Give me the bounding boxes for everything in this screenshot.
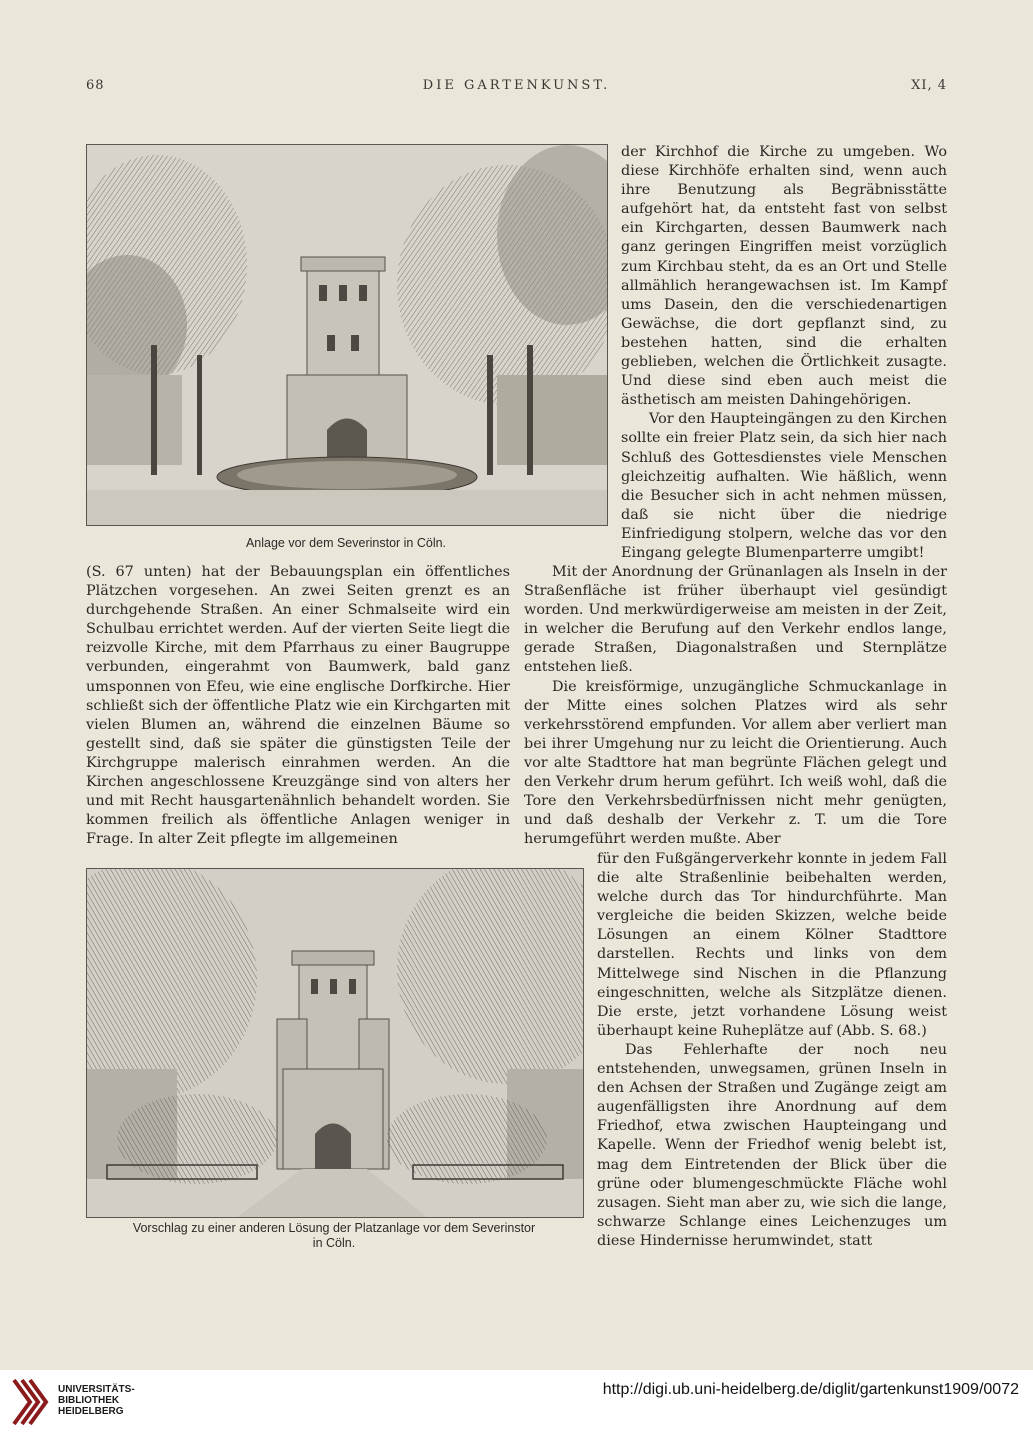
paragraph: Das Fehlerhafte der noch neu entstehenden, unwegsamen, grünen Inseln in den Achsen der Straßen und Zugänge zeigt am augenfälligsten ihre Anordnung auf dem Friedhof, etwa zwischen Haupteingang und Kapelle. Wenn der Friedhof wenig belebt ist, mag dem Eintretenden der Blick über die grüne oder blumengeschmückte Fläche wohl zusagen. Sieht man aber zu, wie sich die lange, schwarze Schlange eines Leichenzuges um diese Hindernisse herumwindet, statt: [597, 1041, 947, 1249]
paragraph: Mit der Anordnung der Grünanlagen als Inseln in der Straßenfläche ist früher überhaupt viel gesündigt worden. Und merkwürdigerweise am meisten in der Zeit, in welcher die Berufung auf den Verkehr endlos lange, gerade Straßen, Diagonalstraßen und Sternplätze entstehen ließ.: [524, 564, 947, 676]
paragraph: der Kirchhof die Kirche zu umgeben. Wo diese Kirchhöfe erhalten sind, wenn auch ihre Benutzung als Begräbnisstätte aufgehört hat, da entsteht fast von selbst ein Kirchgarten, dessen Baumwerk nach ganz geringen Eingriffen meist vorzüglich zum Kirchbau steht, da es an Ort und Stelle allmählich herangewachsen ist. Im Kampf ums Dasein, den die verschiedenartigen Gewächse, die dort gepflanzt sind, zu bestehen hatten, sind die erhalten geblieben, welchen die Örtlichkeit zusagte. Und diese sind eben auch meist die ästhetisch am meisten Dahingehörigen.: [621, 144, 947, 409]
right-column-middle: [524, 563, 947, 849]
library-name: [58, 1384, 135, 1417]
paragraph: für den Fußgängerverkehr konnte in jedem Fall die alte Straßenlinie beibehalten werden, welche durch das Tor hindurchführte. Man vergleiche die beiden Skizzen, welche beide Lösungen an einem Kölner Stadttore darstellen. Rechts und links von dem Mittelwege sind Nischen in die Pflanzung eingeschnitten, welche als Sitzplätze dienen. Die erste, jetzt vorhandene Lösung weist überhaupt keine Ruheplätze auf (Abb. S. 68.): [597, 851, 947, 1039]
library-name-line-2: BIBLIOTHEK: [58, 1395, 120, 1406]
severinstor-illustration: [87, 145, 607, 525]
paragraph: (S. 67 unten) hat der Bebauungsplan ein öffentliches Plätzchen vorgesehen. An zwei Seiten grenzt es an durchgehende Straßen. An einer Schmalseite wird ein Schulbau errichtet werden. Auf der vierten Seite liegt die reizvolle Kirche, mit dem Pfarrhaus zu einer Baugruppe verbunden, eingerahmt von Baumwerk, bald ganz umsponnen von Efeu, wie eine englische Dorfkirche. Hier schließt sich der öffentliche Platz wie ein Kirchgarten mit vielen Blumen an, während die einzelnen Bäume so gestellt sind, daß sie später die günstigsten Teile der Kirchgruppe malerisch einrahmen werden. An die Kirchen angeschlossene Kreuzgänge sind von alters her und mit Recht hausgartenähnlich behandelt worden. Sie kommen freilich als öffentliche Anlagen weniger in Frage. In alter Zeit pflegte im allgemeinen: [86, 564, 510, 848]
page-number: 68: [86, 78, 105, 93]
source-url[interactable]: http://digi.ub.uni-heidelberg.de/diglit/gartenkunst1909/0072: [602, 1381, 1019, 1398]
figure-severinstor-proposal: [86, 868, 584, 1218]
library-logo-icon: [8, 1376, 52, 1428]
figure-2-caption-line-2: in Cöln.: [312, 1236, 356, 1250]
left-column-middle: [86, 563, 510, 849]
figure-1-caption: Anlage vor dem Severinstor in Cöln.: [245, 536, 447, 550]
library-name-line-1: UNIVERSITÄTS-: [58, 1384, 135, 1395]
figure-severinstor-current: [86, 144, 608, 526]
severinstor-proposal-illustration: [87, 869, 583, 1217]
right-column-bottom: [597, 850, 947, 1251]
volume-number: XI, 4: [911, 78, 947, 93]
paragraph: Vor den Haupteingängen zu den Kirchen sollte ein freier Platz sein, da sich hier nach Schluß des Gottesdienstes viele Menschen gleichzeitig aufhalten. Wie häßlich, wenn die Besucher sich in acht nehmen müssen, daß sie nicht über die niedrige Einfriedigung stolpern, welche das vor den Eingang gelegte Blumenparterre umgibt!: [621, 411, 947, 561]
paragraph: Die kreisförmige, unzugängliche Schmuckanlage in der Mitte eines solchen Platzes wird als sehr verkehrsstörend empfunden. Vor allem aber verliert man bei ihrer Umgehung nur zu leicht die Orientierung. Auch vor alte Stadttore hat man begrünte Flächen gelegt und den Verkehr drum herum geführt. Ich weiß wohl, daß die Tore den Verkehrsbedürfnissen nicht mehr genügten, und daß deshalb der Verkehr z. T. um die Tore herumgeführt werden mußte. Aber: [524, 678, 947, 848]
right-column-top: [621, 143, 947, 563]
library-name-line-3: HEIDELBERG: [58, 1406, 124, 1417]
figure-2-caption-line-1: Vorschlag zu einer anderen Lösung der Platzanlage vor dem Severinstor: [132, 1221, 536, 1235]
figure-2-caption: [86, 1221, 582, 1251]
running-title: DIE GARTENKUNST.: [422, 78, 611, 93]
